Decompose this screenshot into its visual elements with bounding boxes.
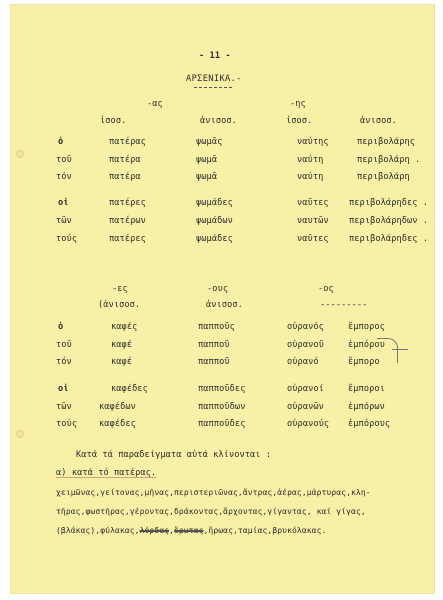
column-header: ἀνισοσ. bbox=[360, 116, 397, 126]
article: τούς bbox=[56, 419, 78, 429]
table-cell: ψωμάδων bbox=[196, 216, 233, 226]
subheading-a-text: α) κατά τό πατέρας. bbox=[56, 468, 157, 478]
intro-text: Κατά τά παραδείγματα αὐτά κλίνονται : bbox=[76, 450, 272, 460]
struck-word: λόρδας bbox=[139, 526, 170, 535]
table-cell: οὐρανῶν bbox=[287, 402, 324, 412]
article: οἱ bbox=[58, 198, 69, 208]
table-cell: πατέρες bbox=[109, 198, 146, 208]
table-cell: παπποῦς bbox=[198, 322, 235, 332]
table-cell: ἔμπορος bbox=[348, 322, 385, 332]
article: ὁ bbox=[58, 137, 64, 147]
article: τόν bbox=[56, 172, 72, 182]
group-header: -ους bbox=[207, 284, 229, 294]
table-cell: καφές bbox=[111, 322, 138, 332]
article: τόν bbox=[56, 357, 72, 367]
struck-word: ἔρωτας bbox=[174, 526, 204, 535]
table-cell: καφέ bbox=[111, 340, 133, 350]
table-cell: καφέδες bbox=[99, 419, 136, 429]
body-text: ,ἥρωας,ταμίας,βρυκόλακας. bbox=[203, 526, 327, 535]
subheading-a bbox=[56, 468, 156, 478]
table-cell: ναυτῶν bbox=[297, 216, 329, 226]
table-cell: πατέρα bbox=[109, 155, 141, 165]
punch-hole bbox=[16, 150, 24, 158]
table-cell: καφέ bbox=[111, 357, 133, 367]
table-cell: ψωμᾶ bbox=[196, 172, 218, 182]
table-cell: καφέδες bbox=[111, 384, 148, 394]
table-cell: παπποῦδες bbox=[198, 384, 246, 394]
group-header: -ος bbox=[318, 284, 334, 294]
group-header: -ης bbox=[290, 99, 306, 109]
table-cell: παπποῦδων bbox=[198, 402, 246, 412]
table-cell: ἐμπόρων bbox=[348, 402, 385, 412]
title-underline bbox=[194, 87, 232, 88]
table-cell: πατέρων bbox=[109, 216, 146, 226]
table-cell: ψωμᾶ bbox=[196, 155, 218, 165]
column-header: (ἀνισοσ. bbox=[98, 300, 141, 310]
table-cell: περιβολάρηδες . bbox=[349, 198, 429, 208]
table-cell: περιβολάρη bbox=[357, 172, 410, 182]
handwritten-stroke bbox=[392, 349, 408, 350]
group-header: -ας bbox=[147, 99, 163, 109]
table-cell: πατέρα bbox=[109, 172, 141, 182]
table-cell: ναύτης bbox=[297, 137, 329, 147]
group-header: -ες bbox=[112, 284, 128, 294]
table-cell: οὐρανούς bbox=[287, 419, 330, 429]
column-header: --------- bbox=[320, 300, 368, 310]
table-cell: παπποῦδες bbox=[198, 419, 246, 429]
table-cell: παπποῦ bbox=[198, 357, 230, 367]
table-cell: ἔμποροι bbox=[348, 384, 385, 394]
body-line: χειμῶνας,γείτονας,μῆνας,περιστεριῶνας,ἄντρας,ἀέρας,μάρτυρας,κλη- bbox=[56, 488, 371, 497]
table-cell: οὐρανοῦ bbox=[287, 340, 324, 350]
punch-hole bbox=[16, 430, 24, 438]
table-cell: παπποῦ bbox=[198, 340, 230, 350]
handwritten-bracket bbox=[377, 338, 398, 363]
body-line: τῆρας,φωστῆρας,γέροντας,δράκοντας,ἄρχοντας,γίγαντας, καί γίγας, bbox=[56, 507, 366, 516]
table-cell: ψωμάδες bbox=[196, 234, 233, 244]
table-cell: περιβολάρης bbox=[357, 137, 416, 147]
article: τοῦ bbox=[56, 155, 72, 165]
table-cell: περιβολάρη . bbox=[357, 155, 421, 165]
table-cell: ναύτη bbox=[297, 172, 324, 182]
table-cell: καφέδων bbox=[99, 402, 136, 412]
column-header: ἀνισοσ. bbox=[200, 116, 237, 126]
table-cell: ψωμᾶς bbox=[196, 137, 223, 147]
table-cell: πατέρας bbox=[109, 137, 146, 147]
document-page bbox=[10, 4, 435, 594]
comma: , bbox=[169, 526, 175, 535]
table-cell: ἐμπόρους bbox=[348, 419, 391, 429]
table-cell: ναῦτες bbox=[297, 234, 329, 244]
table-cell: οὐρανοί bbox=[287, 384, 324, 394]
table-cell: ναῦτες bbox=[297, 198, 329, 208]
table-cell: πατέρες bbox=[109, 234, 146, 244]
body-text: (βλάκας),φύλακας, bbox=[56, 526, 140, 535]
column-header: ἀνισοσ. bbox=[206, 300, 243, 310]
column-header: ἰσοσ. bbox=[100, 116, 127, 126]
table-cell: περιβολάρηδων . bbox=[349, 216, 429, 226]
column-header: ἰσοσ. bbox=[286, 116, 313, 126]
table-cell: ψωμάδες bbox=[196, 198, 233, 208]
page-number: - 11 - bbox=[199, 51, 231, 61]
table-cell: οὐρανό bbox=[287, 357, 319, 367]
table-cell: ἔμπορο bbox=[348, 357, 380, 367]
article: τῶν bbox=[56, 402, 72, 412]
table-cell: οὐρανός bbox=[287, 322, 324, 332]
body-line bbox=[56, 526, 326, 536]
table-cell: ναύτη bbox=[297, 155, 324, 165]
article: ὁ bbox=[58, 322, 64, 332]
article: τούς bbox=[56, 234, 78, 244]
table-cell: περιβολάρηδες . bbox=[349, 234, 429, 244]
table-cell: ἐμπόρου bbox=[348, 340, 385, 350]
article: τῶν bbox=[56, 216, 72, 226]
article: οἱ bbox=[58, 384, 69, 394]
page-title: ΑΡΣΕΝΙΚΑ.- bbox=[186, 74, 242, 84]
article: τοῦ bbox=[56, 340, 72, 350]
